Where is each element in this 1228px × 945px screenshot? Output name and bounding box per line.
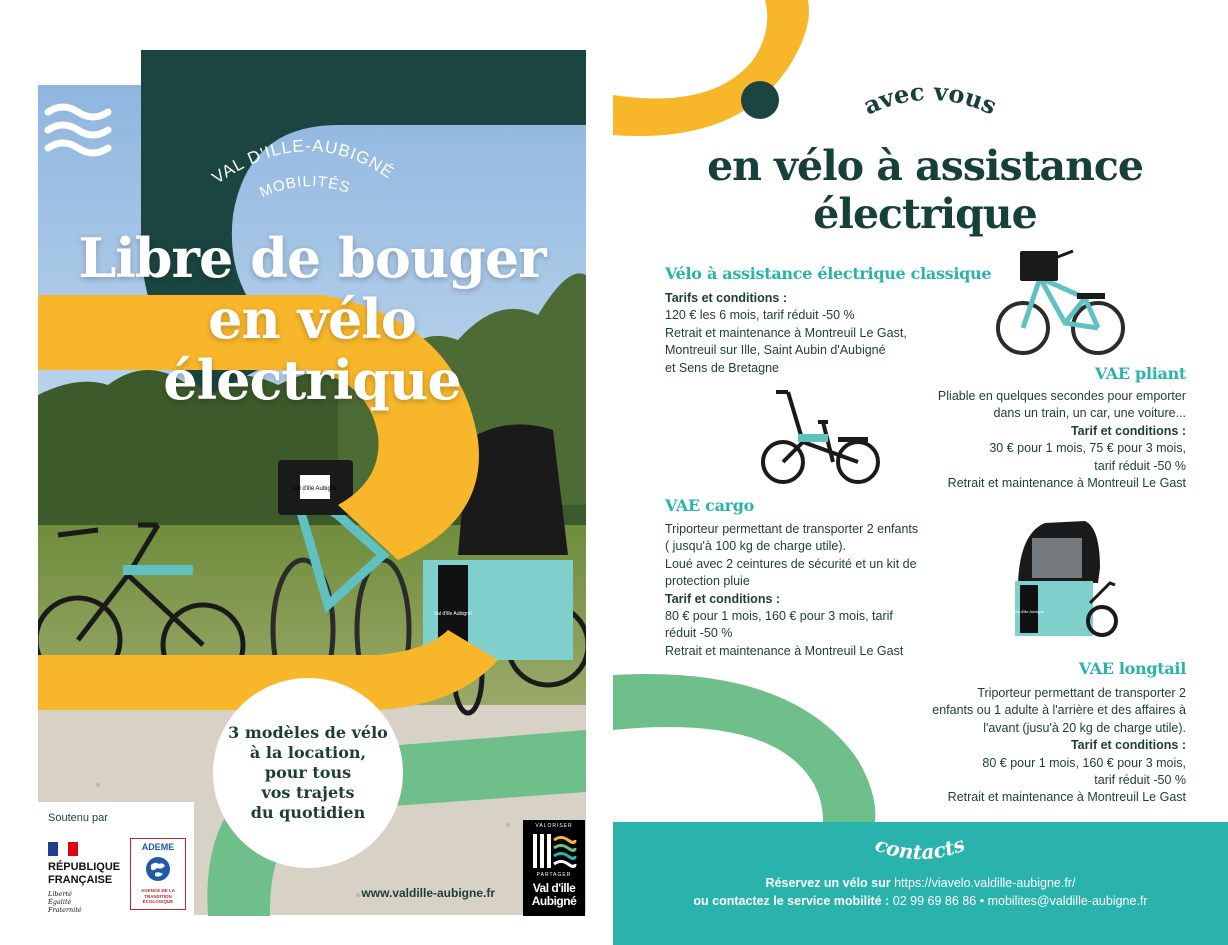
classic-bike-image — [995, 243, 1127, 358]
contact-label: ou contactez le service mobilité : — [693, 894, 890, 908]
classic-pickup-line: Retrait et maintenance à Montreuil Le Gast, — [665, 325, 907, 340]
classic-title: Vélo à assistance électrique classique — [665, 264, 992, 283]
logo-name-line: Aubigné — [531, 894, 577, 908]
rf-motto-line: Liberté — [48, 890, 72, 898]
email-link[interactable]: mobilites@valdille-aubigne.fr — [987, 894, 1148, 908]
cover-title — [72, 228, 552, 411]
right-page-title — [660, 142, 1190, 238]
longtail-price-line: 80 € pour 1 mois, 160 € pour 3 mois, — [982, 755, 1186, 770]
classic-pickup-line: et Sens de Bretagne — [665, 360, 779, 375]
logo-mid-text: PARTAGER — [536, 872, 572, 878]
contacts-heading — [860, 830, 980, 870]
brand-arc-text-2 — [257, 173, 352, 201]
cargo-desc-line: Loué avec 2 ceintures de sécurité et un kit de — [665, 556, 917, 571]
cargo-title: VAE cargo — [665, 496, 755, 515]
republique-francaise-logo — [48, 842, 128, 914]
svg-text:contacts — [872, 832, 968, 864]
svg-text:avec vous — [859, 77, 1001, 121]
cargo-conditions-label: Tarif et conditions : — [665, 591, 781, 606]
marianne-flag-icon — [48, 842, 78, 856]
right-title-line: en vélo à assistance — [707, 142, 1143, 190]
contact-line — [613, 892, 1228, 910]
basket-logo-text: Val d'ille Aubigné — [292, 486, 338, 492]
rf-name-line: RÉPUBLIQUE — [48, 861, 121, 873]
longtail-desc-line: enfants ou 1 adulte à l'arrière et des affaires à — [932, 703, 1186, 718]
pliant-conditions-label: Tarif et conditions : — [1070, 423, 1186, 438]
dark-dot — [741, 81, 779, 119]
models-circle — [213, 678, 403, 868]
pliant-desc-line: dans un train, un car, une voiture... — [993, 406, 1186, 421]
longtail-title: VAE longtail — [1078, 659, 1186, 678]
cargo-desc-line: protection pluie — [665, 574, 750, 589]
reserve-label: Réservez un vélo sur — [765, 876, 891, 890]
circle-line: vos trajets — [261, 783, 355, 802]
reserve-url-link[interactable]: https://viavelo.valdille-aubigne.fr/ — [894, 876, 1076, 890]
globe-icon — [145, 856, 171, 882]
rf-motto-line: Fraternité — [48, 906, 82, 914]
cargo-bike-image — [1010, 513, 1120, 648]
cargo-desc-line: Triporteur permettant de transporter 2 enfants — [665, 522, 919, 536]
circle-line: à la location, — [249, 743, 367, 762]
classic-conditions-label: Tarifs et conditions : — [665, 291, 787, 305]
support-label: Soutenu par — [48, 812, 108, 824]
cargo-desc-line: ( jusqu'à 100 kg de charge utile). — [665, 539, 846, 554]
pliant-desc-line: Pliable en quelques secondes pour emporter — [937, 389, 1186, 403]
support-box — [38, 802, 194, 916]
right-title-line: électrique — [813, 190, 1037, 238]
logo-name-line: Val d'ille — [532, 881, 576, 895]
longtail-desc-line: Triporteur permettant de transporter 2 — [977, 686, 1186, 700]
longtail-desc-line: l'avant (jusu'à 20 kg de charge utile). — [983, 720, 1186, 735]
cover-title-line: Libre de bouger — [78, 226, 546, 290]
avec-vous-text: avec vous — [858, 76, 1002, 121]
classic-price: 120 € les 6 mois, tarif réduit -50 % — [665, 308, 855, 323]
cargo-box-text: Val d'ille Aubigné — [1013, 609, 1045, 614]
cover-title-line: électrique — [163, 348, 461, 412]
ademe-logo — [130, 838, 186, 910]
pliant-price-line: 30 € pour 1 mois, 75 € pour 3 mois, — [989, 441, 1186, 456]
cargo-price-line: 80 € pour 1 mois, 160 € pour 3 mois, tarif — [665, 609, 893, 624]
classic-pickup-line: Montreuil sur Ille, Saint Aubin d'Aubigné — [665, 343, 886, 358]
cover-title-line: en vélo — [208, 287, 416, 351]
longtail-pickup: Retrait et maintenance à Montreuil Le Gast — [947, 790, 1186, 805]
cargo-details — [665, 521, 985, 660]
website-link[interactable]: www.valdille-aubigne.fr — [361, 886, 495, 900]
pliant-pickup: Retrait et maintenance à Montreuil Le Gast — [947, 476, 1186, 491]
longtail-conditions-label: Tarif et conditions : — [1070, 738, 1186, 753]
longtail-details — [880, 685, 1186, 807]
pliant-details — [880, 388, 1186, 492]
ademe-subtitle: AGENCE DE LA TRANSITION ÉCOLOGIQUE — [140, 888, 175, 904]
rf-name-line: FRANÇAISE — [48, 874, 113, 886]
website-box — [320, 880, 495, 906]
ademe-name: ADEME — [141, 842, 175, 852]
left-page — [38, 50, 586, 916]
reserve-line — [613, 874, 1228, 892]
circle-line: du quotidien — [250, 803, 366, 822]
brand-arc-line2: MOBILITÉS — [257, 173, 353, 202]
val-dille-aubigne-logo — [523, 820, 585, 916]
circle-line: 3 modèles de vélo — [228, 723, 388, 742]
pliant-title: VAE pliant — [1094, 364, 1186, 383]
contact-separator: • — [979, 894, 985, 908]
contacts-heading-text: contacts — [872, 831, 968, 865]
cargo-box-logo-text: Val d'ille Aubigné — [434, 611, 472, 617]
cargo-price-line: réduit -50 % — [665, 626, 733, 641]
cargo-pickup: Retrait et maintenance à Montreuil Le Gast — [665, 643, 904, 658]
avec-vous-heading — [780, 70, 1080, 140]
longtail-price-line: tarif réduit -50 % — [1094, 773, 1186, 788]
pliant-price-line: tarif réduit -50 % — [1094, 458, 1186, 473]
phone-number[interactable]: 02 99 69 86 86 — [892, 894, 977, 908]
logo-top-text: VALORISER — [535, 823, 573, 829]
folding-bike-image — [758, 382, 883, 487]
circle-line: pour tous — [264, 763, 352, 782]
rf-motto-line: Égalité — [48, 898, 72, 906]
classic-details — [665, 290, 985, 377]
brand-arc-line1: VAL D'ILLE-AUBIGNÉ — [208, 136, 398, 188]
ille-wave-icon — [531, 832, 577, 870]
